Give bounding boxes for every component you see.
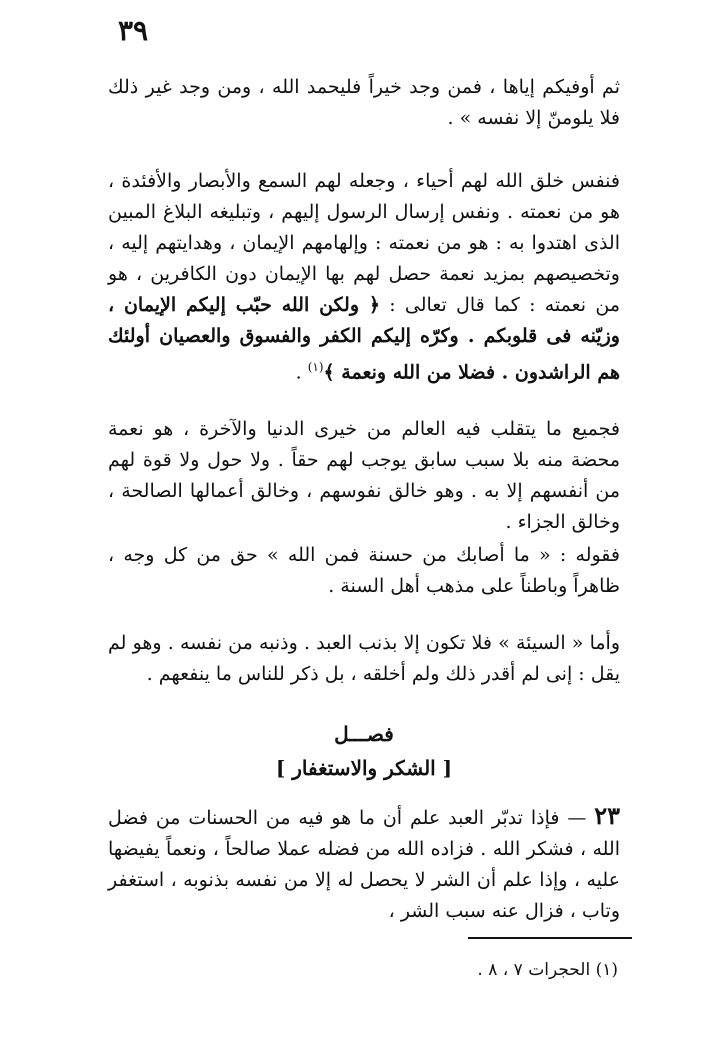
- paragraph-2: [108, 166, 620, 388]
- footnote: (١) الحجرات ٧ ، ٨ .: [477, 960, 618, 980]
- paragraph-4: [108, 540, 620, 602]
- section-text: [108, 800, 620, 927]
- paragraph-body: فنفس خلق الله لهم أحياء ، وجعله لهم السمع والأبصار والأفئدة ، هو من نعمته . ونفس إرسال الرسول إليهم ، وتبليغه البلاغ المبين الذى اهتدوا به : هو من نعمته : وإلهامهم الإيمان ، وهدايتهم إليه ، وتخصيصهم بمزيد نعمة حصل لهم بها الإيمان دون الكافرين ، هو من نعمته : كما قال تعالى :: [108, 170, 621, 316]
- quran-quote: ﴿ ولكن الله حبّب إليكم الإيمان ، وزيّنه فى قلوبكم . وكرّه إليكم الكفر والفسوق والعصيان أولئك هم الراشدون . فضلا من الله ونعمة ﴾: [108, 294, 620, 384]
- section-subheading: [ الشكر والاستغفار ]: [275, 756, 453, 780]
- paragraph-5: [108, 628, 620, 690]
- paragraph-text: وأما « السيئة » فلا تكون إلا بذنب العبد . وذنبه من نفسه . وهو لم يقل : إنى لم أقدر ذلك ولم أخلقه ، بل ذكر للناس ما ينفعهم .: [108, 632, 620, 685]
- footnote-divider: [468, 937, 632, 939]
- paragraph-text: فنفس خلق الله لهم أحياء ، وجعله لهم السمع والأبصار والأفئدة ، هو من نعمته . ونفس إرسال الرسول إليهم ، وتبليغه البلاغ المبين الذى اهتدوا به : هو من نعمته : وإلهامهم الإيمان ، وهدايتهم إليه ، وتخصيصهم بمزيد نعمة حصل لهم بها الإيمان دون الكافرين ، هو من نعمته : كما قال تعالى : ﴿ ولكن الله حبّب إليكم الإيمان ، وزيّنه فى قلوبكم . وكرّه إليكم الكفر والفسوق والعصيان أولئك هم الراشدون . فضلا من الله ونعمة ﴾$^{(١)}$ .: [108, 170, 621, 384]
- section-body: [108, 800, 620, 927]
- paragraph-text: ثم أوفيكم إياها ، فمن وجد خيراً فليحمد الله ، ومن وجد غير ذلك فلا يلومنّ إلا نفسه » .: [108, 76, 620, 129]
- section-number: ٢٣: [594, 801, 621, 830]
- paragraph-3: [108, 414, 620, 538]
- section-heading: فصـــل: [334, 722, 394, 746]
- paragraph-text: فجميع ما يتقلب فيه العالم من خيرى الدنيا والآخرة ، هو نعمة محضة منه بلا سبب سابق يوجب لهم حقاً . ولا حول ولا قوة لهم من أنفسهم إلا به . وهو خالق نفوسهم ، وخالق أعمالها الصالحة ، وخالق الجزاء .: [108, 418, 620, 533]
- footnote-reference[interactable]: (١): [307, 360, 324, 374]
- section-dash: —: [567, 807, 587, 829]
- paragraph-text: فقوله : « ما أصابك من حسنة فمن الله » حق من كل وجه ، ظاهراً وباطناً على مذهب أهل السنة .: [108, 544, 620, 597]
- section-paragraph: فإذا تدبّر العبد علم أن ما هو فيه من الحسنات من فضل الله ، فشكر الله . فزاده الله من فضله عملا صالحاً ، ونعماً يفيضها عليه ، وإذا علم أن الشر لا يحصل له إلا من نفسه بذنوبه ، استغفر وتاب ، فزال عنه سبب الشر ،: [108, 807, 620, 922]
- page-number: ٣٩: [118, 14, 149, 47]
- paragraph-1: [108, 72, 620, 134]
